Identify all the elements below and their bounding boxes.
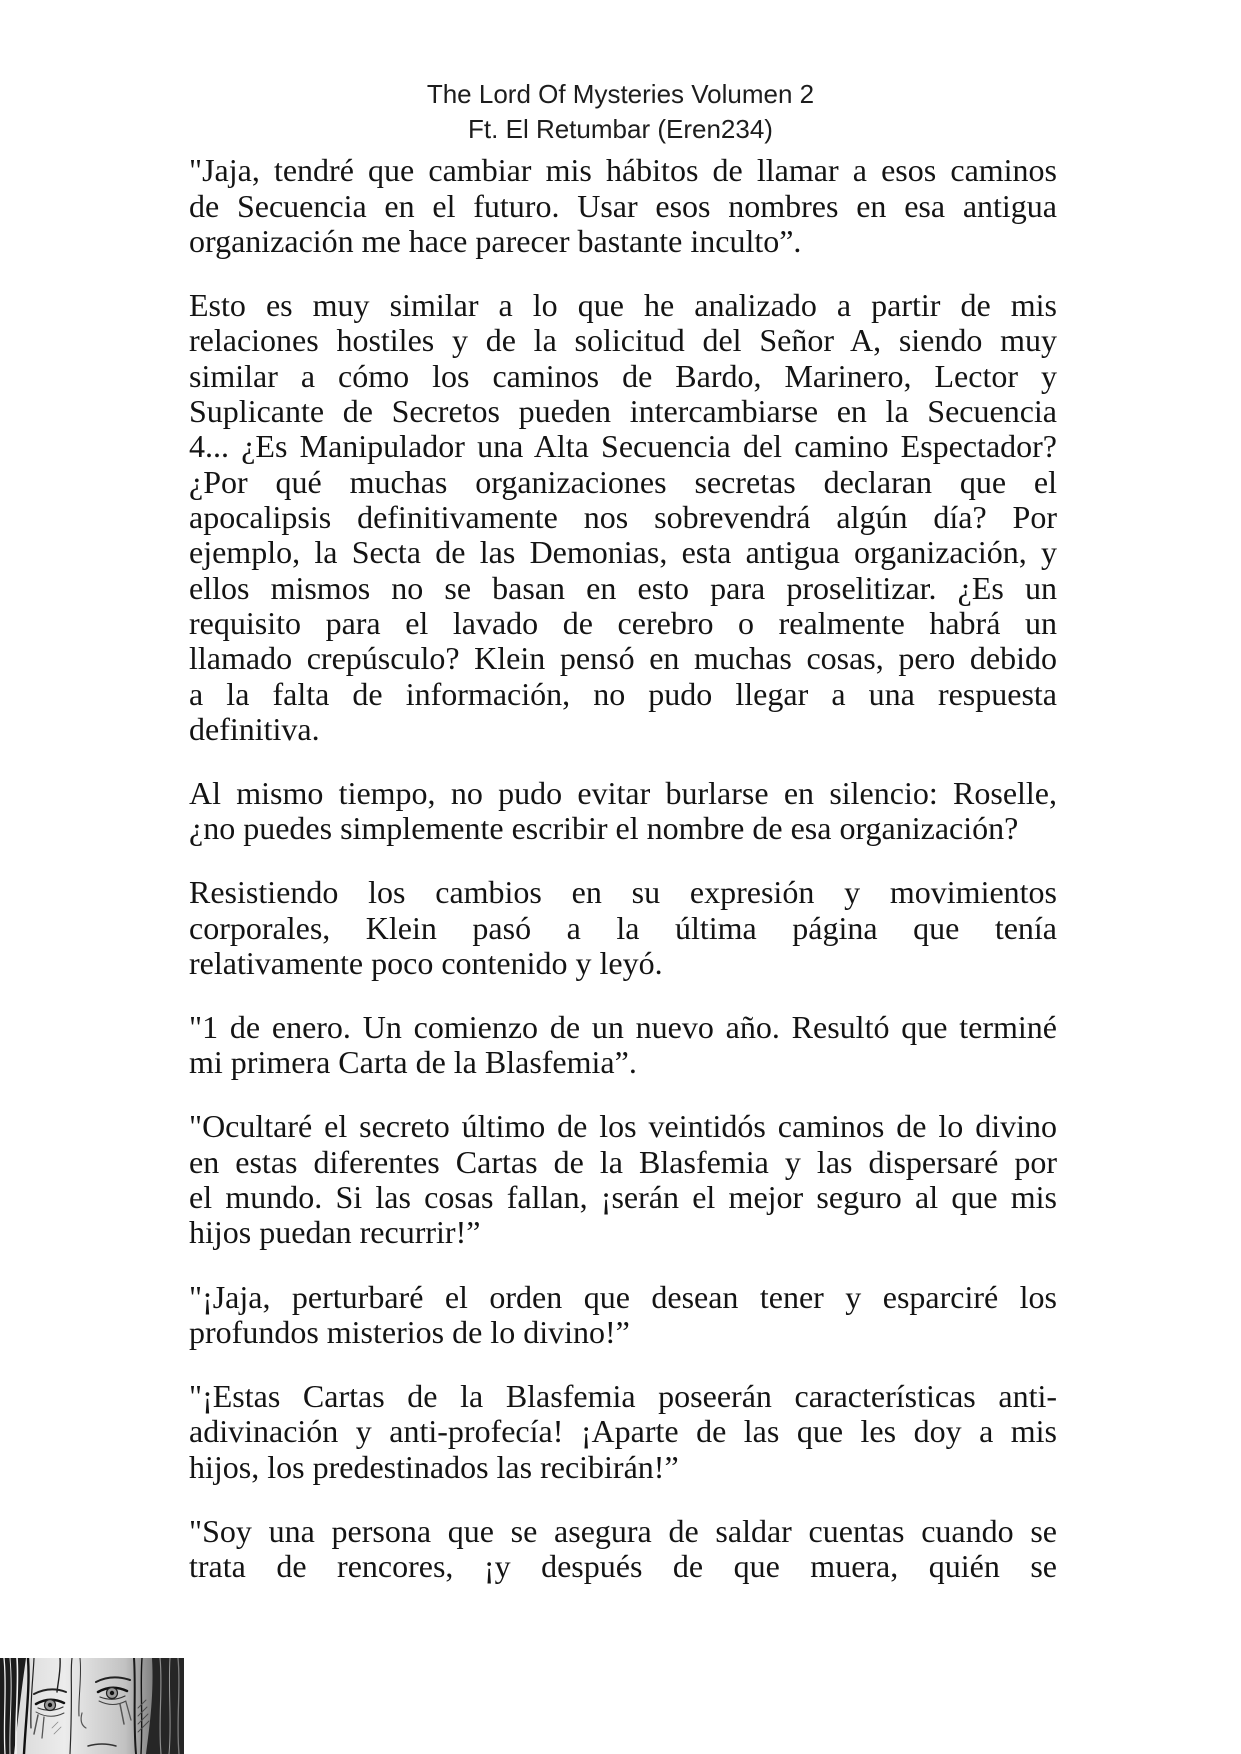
text-line: profundos misterios de lo divino!” [189,1313,630,1350]
character-portrait-image [0,1658,184,1754]
text-line: apocalipsis definitivamente nos sobrevendrá algún día? Por [189,498,1057,535]
text-line: a la falta de información, no pudo llegar a una respuesta [189,675,1057,712]
text-line: Suplicante de Secretos pueden intercambiarse en la Secuencia [189,392,1057,429]
text-line: relaciones hostiles y de la solicitud del Señor A, siendo muy [189,322,1057,359]
body-paragraph [189,875,1057,981]
text-line: corporales, Klein pasó a la última página que tenía [189,909,1057,946]
text-line: llamado crepúsculo? Klein pensó en muchas cosas, pero debido [189,640,1057,677]
text-line: "Soy una persona que se asegura de saldar cuentas cuando se [189,1512,1057,1549]
text-line: requisito para el lavado de cerebro o realmente habrá un [189,604,1057,641]
body-paragraph [189,1379,1057,1485]
body-paragraph [189,288,1057,747]
text-line: el mundo. Si las cosas fallan, ¡serán el mejor seguro al que mis [189,1179,1057,1216]
text-line: ¿no puedes simplemente escribir el nombre de esa organización? [189,810,1019,847]
page-header [0,77,1241,147]
text-line: en estas diferentes Cartas de la Blasfemia y las dispersaré por [189,1143,1057,1180]
text-line: "1 de enero. Un comienzo de un nuevo año. Resultó que terminé [189,1009,1057,1046]
text-line: "Ocultaré el secreto último de los veintidós caminos de lo divino [189,1108,1057,1145]
text-line: de Secuencia en el futuro. Usar esos nombres en esa antigua [189,187,1057,224]
text-line: relativamente poco contenido y leyó. [189,945,663,981]
text-line: "¡Estas Cartas de la Blasfemia poseerán características anti- [189,1377,1057,1414]
body-paragraph [189,153,1057,259]
book-title: The Lord Of Mysteries Volumen 2 [426,79,815,109]
body-paragraph [189,1280,1057,1351]
text-line: Al mismo tiempo, no pudo evitar burlarse en silencio: Roselle, [189,774,1057,811]
body-paragraph [189,1010,1057,1081]
body-paragraph [189,1514,1057,1585]
body-paragraph [189,1109,1057,1250]
text-line: adivinación y anti-profecía! ¡Aparte de las que les doy a mis [189,1413,1057,1450]
text-line: "Jaja, tendré que cambiar mis hábitos de llamar a esos caminos [189,152,1057,189]
text-line: Esto es muy similar a lo que he analizado a partir de mis [189,286,1057,323]
body-paragraph [189,776,1057,847]
text-line: hijos, los predestinados las recibirán!” [189,1448,679,1485]
translator-credit: Ft. El Retumbar (Eren234) [468,113,773,144]
text-line: ellos mismos no se basan en esto para proselitizar. ¿Es un [189,569,1057,606]
text-line: Resistiendo los cambios en su expresión y movimientos [189,874,1057,911]
text-line: trata de rencores, ¡y después de que muera, quién se [189,1548,1057,1585]
text-line: ¿Por qué muchas organizaciones secretas declaran que el [189,463,1057,500]
text-line: hijos puedan recurrir!” [189,1214,481,1251]
text-line: mi primera Carta de la Blasfemia”. [189,1044,637,1081]
text-line: organización me hace parecer bastante inculto”. [189,222,802,259]
body-text [189,153,1057,1613]
text-line: ejemplo, la Secta de las Demonias, esta antigua organización, y [189,534,1057,571]
text-line: similar a cómo los caminos de Bardo, Marinero, Lector y [189,357,1057,394]
portrait-drawing [0,1658,184,1754]
text-line: 4... ¿Es Manipulador una Alta Secuencia del camino Espectador? [189,428,1057,465]
text-line: definitiva. [189,710,320,747]
text-line: "¡Jaja, perturbaré el orden que desean tener y esparciré los [189,1278,1057,1315]
